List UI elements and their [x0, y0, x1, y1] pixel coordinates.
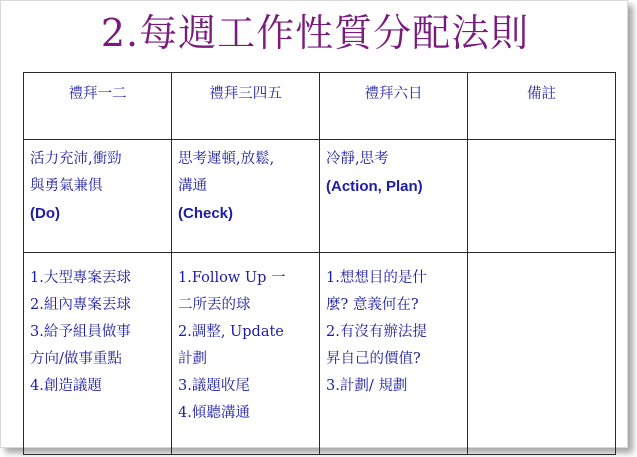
- cell-line: 冷靜,思考: [326, 151, 389, 167]
- cell-line: 方向/做事重點: [30, 351, 122, 367]
- cell-line: (Action, Plan): [326, 178, 423, 195]
- cell-line: 2.組內專案丟球: [30, 297, 131, 313]
- cell-line: (Do): [30, 205, 60, 222]
- table-header-row: [24, 73, 616, 140]
- cell-line: 1.想想目的是什: [326, 270, 427, 286]
- cell-line: 思考遲頓,放鬆,: [178, 151, 275, 167]
- cell-line: 2.有沒有辦法提: [326, 324, 427, 340]
- schedule-table: [23, 72, 616, 455]
- header-sat-sun: 禮拜六日: [320, 73, 468, 140]
- cell-nature-mon-tue: [24, 140, 172, 253]
- cell-tasks-wed-fri: [172, 253, 320, 455]
- cell-line: 與勇氣兼俱: [30, 178, 103, 194]
- cell-line: 昇自己的價值?: [326, 351, 421, 367]
- cell-line: 二所丟的球: [178, 297, 251, 313]
- cell-line: 活力充沛,衝勁: [30, 151, 122, 167]
- cell-line: 計劃: [178, 351, 207, 367]
- cell-tasks-mon-tue: [24, 253, 172, 455]
- header-remarks: 備註: [468, 73, 616, 140]
- cell-line: 3.給予組員做事: [30, 324, 131, 340]
- cell-line: (Check): [178, 205, 234, 222]
- cell-line: 2.調整, Update: [178, 324, 284, 340]
- table-row-tasks: [24, 253, 616, 455]
- cell-line: 1.大型專案丟球: [30, 270, 131, 286]
- cell-nature-wed-fri: [172, 140, 320, 253]
- cell-nature-sat-sun: [320, 140, 468, 253]
- cell-line: 3.議題收尾: [178, 378, 250, 394]
- cell-line: 溝通: [178, 178, 207, 194]
- slide-title: 2.每週工作性質分配法則: [100, 11, 530, 55]
- cell-nature-remarks: [468, 140, 616, 253]
- header-mon-tue: 禮拜一二: [24, 73, 172, 140]
- header-wed-fri: 禮拜三四五: [172, 73, 320, 140]
- cell-line: 3.計劃/ 規劃: [326, 378, 408, 394]
- cell-line: 4.創造議題: [30, 378, 102, 394]
- cell-line: 麼? 意義何在?: [326, 297, 419, 313]
- cell-line: 1.Follow Up 一: [178, 270, 286, 286]
- table-row-nature: [24, 140, 616, 253]
- cell-line: 4.傾聽溝通: [178, 405, 250, 421]
- cell-tasks-remarks: [468, 253, 616, 455]
- cell-tasks-sat-sun: [320, 253, 468, 455]
